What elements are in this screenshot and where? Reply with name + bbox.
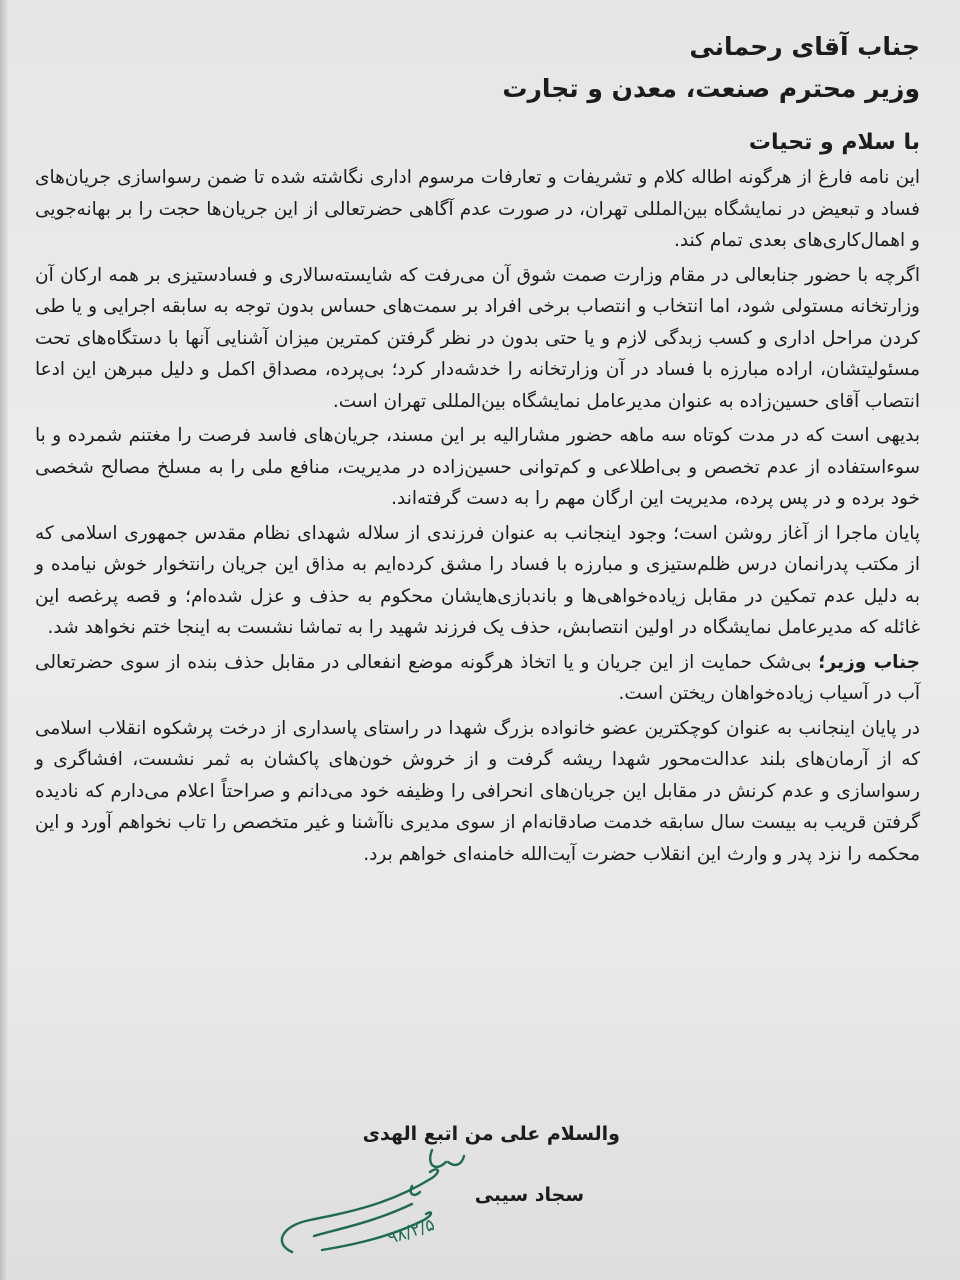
page-edge-shadow	[0, 0, 8, 1280]
paragraph-4: پایان ماجرا از آغاز روشن است؛ وجود اینجانب به عنوان فرزندی از سلاله شهدای نظام مقدس جمهوری اسلامی که از مکتب پدرانمان درس ظلم‌ستیزی و مبارزه با فساد را مشق کرده‌ایم به مذاق این جریان رانتخوار خوش نیامده و به دلیل عدم تمکین در مقابل زیاده‌خواهی‌ها و باندبازی‌هایشان محکوم به حذف و عزل شده‌ام؛ و قصه پرغصه این غائله که مدیرعامل نمایشگاه در اولین انتصابش، حذف یک فرزند شهید را به تماشا نشست به اینجا ختم نخواهد شد.	[35, 522, 920, 638]
paragraph-2: اگرچه با حضور جنابعالی در مقام وزارت صمت شوق آن می‌رفت که شایسته‌سالاری و فسادستیزی بر همه ارکان آن وزارتخانه مستولی شود، اما انتخاب و انتصاب برخی افراد بر سمت‌های حساس بدون توجه به سابقه اجرایی و یا طی کردن مراحل اداری و کسب زبدگی لازم و یا حتی بدون در نظر گرفتن کمترین میزان آشنایی آنها با دستگاه‌های تحت مسئولیتشان، اراده مبارزه با فساد در آن وزارتخانه را خدشه‌دار کرد؛ بی‌پرده، مصداق اکمل و دلیل مبرهن این ادعا انتصاب آقای حسین‌زاده به عنوان مدیرعامل نمایشگاه بین‌المللی تهران است.	[35, 264, 920, 412]
signer-name: سجاد سیبی	[474, 1184, 584, 1206]
closing-salutation: والسلام علی من اتبع الهدی	[362, 1123, 620, 1145]
paragraph-3: بدیهی است که در مدت کوتاه سه ماهه حضور مشارالیه بر این مسند، جریان‌های فاسد فرصت را مغتنم شمرده و با سوءاستفاده از عدم تخصص و بی‌اطلاعی و کم‌توانی حسین‌زاده در مدیریت، منافع ملی را به مسلخ مصالح شخصی خود برده و در پس پرده، مدیریت این ارگان مهم را به دست گرفته‌اند.	[35, 425, 920, 509]
handwritten-signature	[262, 1140, 472, 1265]
recipient-title: وزیر محترم صنعت، معدن و تجارت	[502, 74, 920, 103]
signature-date: ۹۸/۲/۵	[385, 1214, 438, 1249]
paragraph-6: در پایان اینجانب به عنوان کوچکترین عضو خانواده بزرگ شهدا در راستای پاسداری از درخت پرشکوه انقلاب اسلامی که از آرمان‌های بلند عدالت‌محور شهدا ریشه گرفت و از خروش خون‌های پاکشان به ثمر نشست، افشاگری و رسواسازی و عدم کرنش در مقابل این جریان‌های انحرافی را وظیفه خود می‌دانم و صراحتاً اعلام می‌دارم که نادیده گرفتن قریب به بیست سال سابقه خدمت صادقانه‌ام از سوی مدیری ناآشنا و غیر متخصص را تاب نخواهم آورد و این محکمه را نزد پدر و وارث این انقلاب حضرت آیت‌الله خامنه‌ای خواهم برد.	[35, 717, 920, 865]
paragraph-1: این نامه فارغ از هرگونه اطاله کلام و تشریفات و تعارفات مرسوم اداری نگاشته شده تا ضمن رسواسازی جریان‌های فساد و تبعیض در نمایشگاه بین‌المللی تهران، در صورت عدم آگاهی حضرتعالی از این جریان‌ها حجت را بر بهانه‌جویی و اهمال‌کاری‌های بعدی تمام کند.	[35, 167, 920, 251]
letter-body	[35, 26, 920, 873]
recipient-name: جناب آقای رحمانی	[689, 32, 920, 61]
paragraph-5-address: جناب وزیر؛	[818, 651, 920, 673]
paragraph-5-text: بی‌شک حمایت از این جریان و یا اتخاذ هرگونه موضع انفعالی در مقابل حذف بنده از سوی حضرتعالی آب در آسیاب زیاده‌خواهان ریختن است.	[35, 651, 920, 704]
greeting: با سلام و تحیات	[748, 130, 920, 155]
paragraph-5	[35, 647, 920, 710]
